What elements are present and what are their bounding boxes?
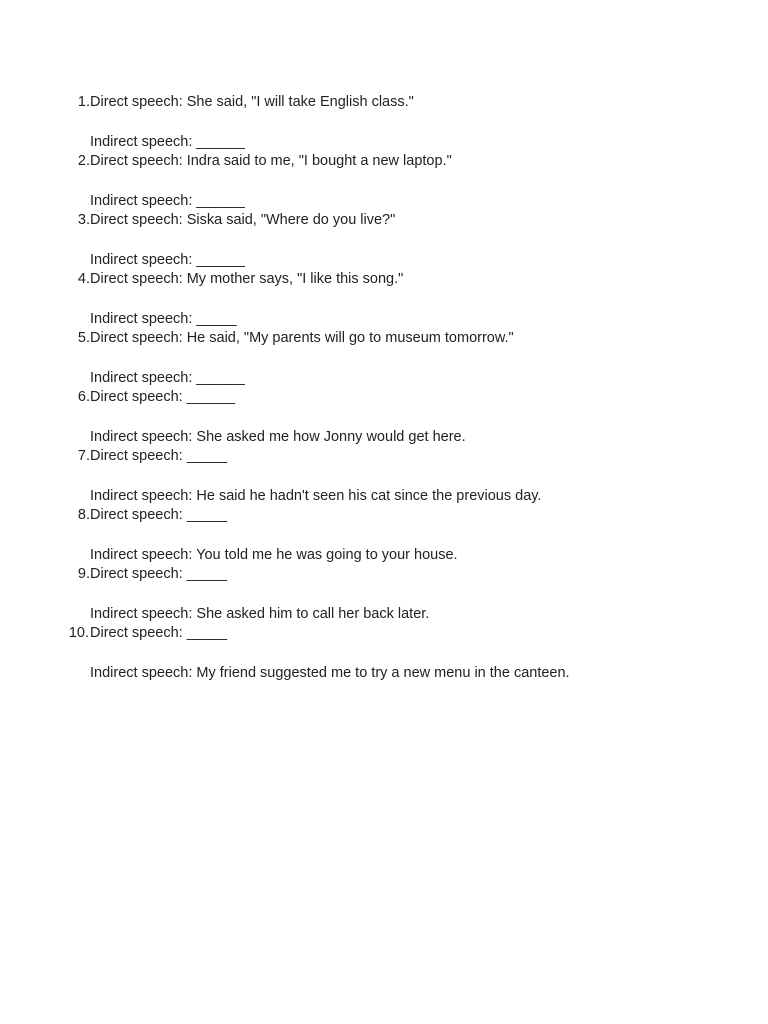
direct-speech: Direct speech: He said, "My parents will go to museum tomorrow." (90, 330, 514, 346)
direct-speech: Direct speech: _____ (90, 507, 228, 523)
indirect-speech: Indirect speech: ______ (90, 134, 245, 150)
direct-speech: Direct speech: ______ (90, 389, 236, 405)
direct-speech: Direct speech: _____ (90, 448, 228, 464)
exercise-item-5 (62, 329, 742, 388)
indirect-speech: Indirect speech: She asked me how Jonny would get here. (90, 429, 466, 445)
item-number: 4. (77, 271, 90, 287)
direct-speech: Direct speech: My mother says, "I like this song." (90, 271, 404, 287)
item-number: 2. (77, 153, 90, 169)
item-number: 6. (77, 389, 90, 405)
item-number: 5. (77, 330, 90, 346)
exercise-list (62, 93, 742, 683)
indirect-speech: Indirect speech: You told me he was going to your house. (90, 547, 458, 563)
direct-speech: Direct speech: Indra said to me, "I bought a new laptop." (90, 153, 452, 169)
exercise-item-9 (62, 565, 742, 624)
indirect-speech: Indirect speech: My friend suggested me to try a new menu in the canteen. (90, 665, 570, 681)
indirect-speech: Indirect speech: _____ (90, 311, 237, 327)
item-number: 10. (68, 625, 89, 641)
exercise-item-10 (62, 624, 742, 683)
exercise-item-6 (62, 388, 742, 447)
direct-speech: Direct speech: She said, "I will take English class." (90, 94, 414, 110)
item-number: 8. (77, 507, 90, 523)
indirect-speech: Indirect speech: ______ (90, 193, 245, 209)
item-number: 7. (77, 448, 90, 464)
indirect-speech: Indirect speech: ______ (90, 370, 245, 386)
item-number: 9. (77, 566, 90, 582)
direct-speech: Direct speech: _____ (90, 625, 228, 641)
indirect-speech: Indirect speech: She asked him to call her back later. (90, 606, 430, 622)
item-number: 1. (77, 94, 90, 110)
exercise-item-7 (62, 447, 742, 506)
direct-speech: Direct speech: _____ (90, 566, 228, 582)
direct-speech: Direct speech: Siska said, "Where do you live?" (90, 212, 396, 228)
exercise-item-3 (62, 211, 742, 270)
exercise-item-8 (62, 506, 742, 565)
indirect-speech: Indirect speech: He said he hadn't seen his cat since the previous day. (90, 488, 542, 504)
exercise-item-1 (62, 93, 742, 152)
exercise-item-2 (62, 152, 742, 211)
exercise-item-4 (62, 270, 742, 329)
indirect-speech: Indirect speech: ______ (90, 252, 245, 268)
item-number: 3. (77, 212, 90, 228)
